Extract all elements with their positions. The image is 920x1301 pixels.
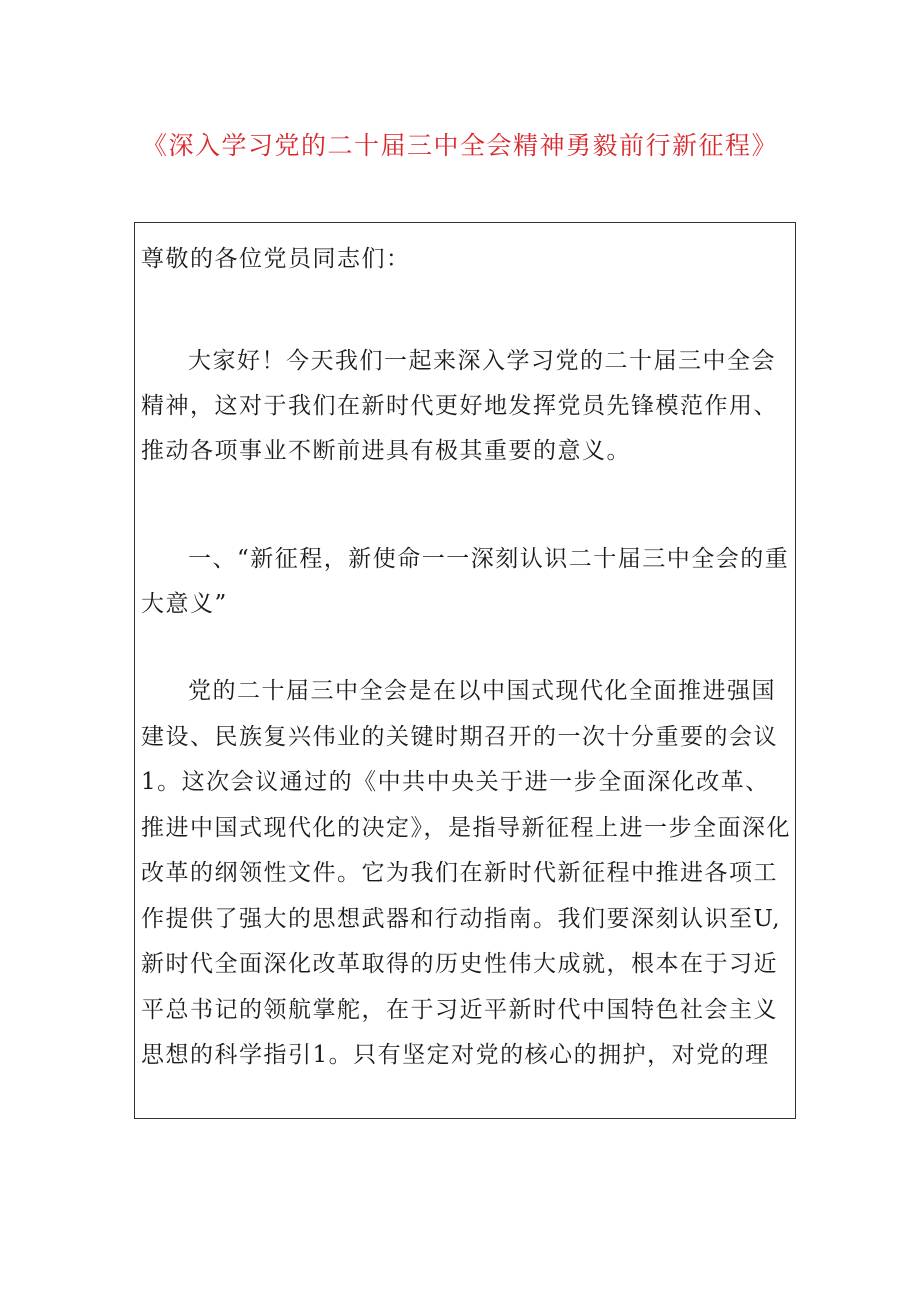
salutation: 尊敬的各位党员同志们： bbox=[141, 246, 411, 272]
content-table-cell bbox=[134, 222, 796, 1119]
greeting-paragraph: 大家好！今天我们一起来深入学习党的二十届三中全会精神，这对于我们在新时代更好地发挥党员先锋模范作用、推动各项事业不断前进具有极其重要的意义。 bbox=[141, 348, 778, 464]
body-paragraph: 党的二十届三中全会是在以中国式现代化全面推进强国建设、民族复兴伟业的关键时期召开的一次十分重要的会议1。这次会议通过的《中共中央关于进一步全面深化改革、推进中国式现代化的决定》，是指导新征程上进一步全面深化改革的纲领性文件。它为我们在新时代新征程中推进各项工作提供了强大的思想武器和行动指南。我们要深刻认识至U,新时代全面深化改革取得的历史性伟大成就，根本在于习近平总书记的领航掌舵，在于习近平新时代中国特色社会主义思想的科学指引1。只有坚定对党的核心的拥护，对党的理 bbox=[141, 678, 791, 1068]
document-title: 《深入学习党的二十届三中全会精神勇毅前行新征程》 bbox=[141, 131, 778, 160]
section-heading: 一、“新征程，新使命一一深刻认识二十届三中全会的重大意义” bbox=[141, 546, 790, 617]
